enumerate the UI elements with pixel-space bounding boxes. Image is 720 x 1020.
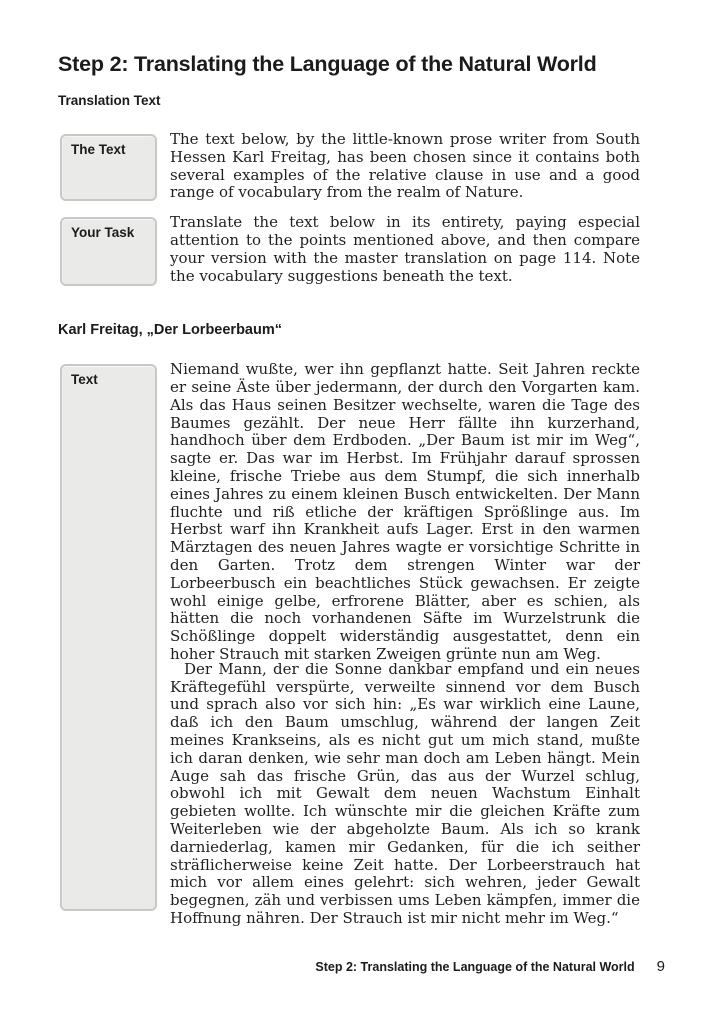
label-box-your-task-title: Your Task	[71, 225, 135, 241]
intro-row-your-task	[0, 213, 720, 286]
passage-text-column	[170, 360, 640, 928]
label-box-your-task	[60, 217, 157, 286]
section-subtitle: Translation Text	[58, 93, 161, 108]
passage-row	[0, 360, 720, 928]
intro-row-the-text	[0, 130, 720, 202]
intro-text-column	[170, 130, 640, 202]
passage-paragraph-1: Niemand wußte, wer ihn gepflanzt hatte. Seit Jahren reckte er seine Äste über jedermann, der durch den Vorgarten kam. Als das Haus seinen Besitzer wechselte, waren die Tage des Baumes gezählt. Der neue Herr fällte ihn kurzerhand, handhoch über dem Erdboden. „Der Baum ist mir im Weg“, sagte er. Das war im Herbst. Im Frühjahr darauf sprossen kleine, frische Triebe aus dem Stumpf, die sich innerhalb eines Jahres zu einem kleinen Busch entwickelten. Der Mann fluchte und riß etliche der kräftigen Sprößlinge aus. Im Herbst warf ihn Krankheit aufs Lager. Erst in den warmen Märztagen des neuen Jahres wagte er vorsichtige Schritte in den Garten. Trotz dem strengen Winter war der Lorbeerbusch ein beachtliches Stück gewachsen. Er zeigte wohl einige gelbe, erfrorene Blätter, aber es schien, als hätten die noch vorhandenen Säfte im Wurzelstrunk die Schößlinge doppelt widerständig ausgestattet, denn ein hoher Strauch mit starken Zweigen grünte nun am Weg.	[170, 360, 640, 663]
passage-paragraph-2: Der Mann, der die Sonne dankbar empfand und ein neues Kräftegefühl verspürte, verweilte sinnend vor dem Busch und sprach also vor sich hin: „Es war wirklich eine Laune, daß ich den Baum umschlug, während der langen Zeit meines Krankseins, als es nicht gut um mich stand, mußte ich daran denken, wie sehr man doch am Leben hängt. Mein Auge sah das frische Grün, das aus der Wurzel schlug, obwohl ich mit Gewalt dem neuen Wachstum Einhalt gebieten wollte. Ich wünschte mir die gleichen Kräfte zum Weiterleben wie der abgeholzte Baum. Als ich so krank darniederlag, kamen mir Gedanken, für die ich seither sträflicherweise keine Zeit hatte. Der Lorbeerstrauch hat mich vor allem eines gelehrt: sich wehren, jeder Gewalt begegnen, zäh und verbissen ums Leben kämpfen, immer die Hoffnung nähren. Der Strauch ist mir nicht mehr im Weg.“	[170, 659, 640, 927]
page-title: Step 2: Translating the Language of the Natural World	[58, 52, 597, 76]
footer-running-title: Step 2: Translating the Language of the Natural World	[315, 960, 635, 974]
intro-paragraph-the-text: The text below, by the little-known prose writer from South Hessen Karl Freitag, has been chosen since it contains both several examples of the relative clause in use and a good range of vocabulary from the realm of Nature.	[170, 130, 640, 202]
footer-page-number: 9	[656, 958, 665, 975]
passage-heading: Karl Freitag, „Der Lorbeerbaum“	[58, 322, 282, 339]
label-box-the-text-title: The Text	[71, 142, 126, 157]
intro-paragraph-your-task: Translate the text below in its entirety, paying especial attention to the points mentioned above, and then compare your version with the master translation on page 114. Note the vocabulary suggestions beneath the text.	[170, 213, 640, 285]
label-box-text	[60, 364, 157, 911]
label-box-the-text	[60, 134, 157, 201]
task-text-column	[170, 213, 640, 285]
page-footer	[315, 958, 665, 975]
label-box-text-title: Text	[71, 372, 98, 388]
